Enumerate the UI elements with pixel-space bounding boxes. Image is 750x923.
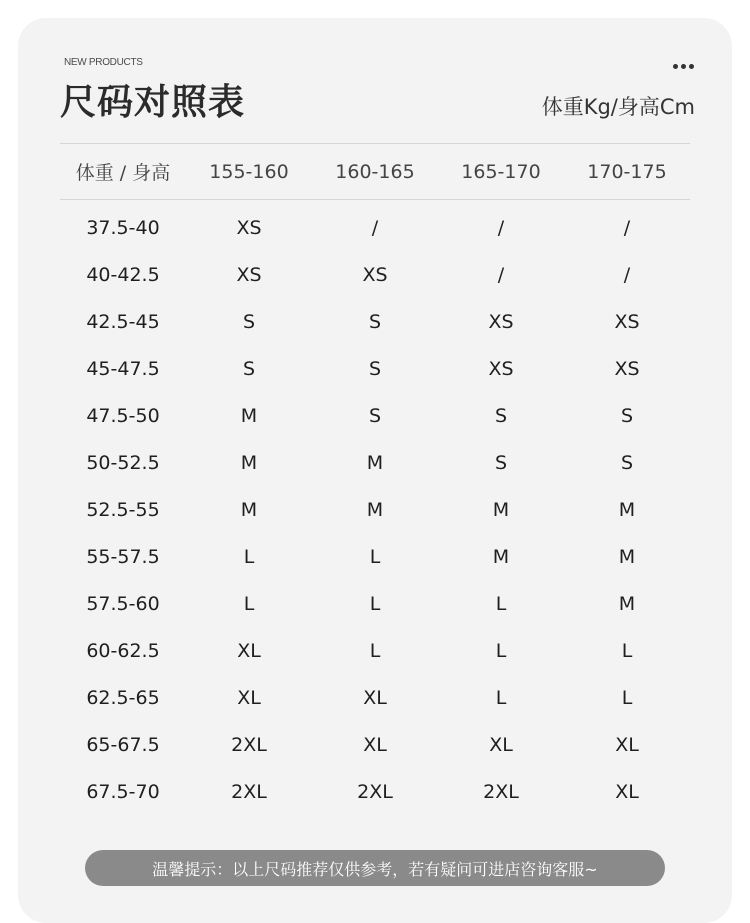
size-cell: M (240, 451, 258, 474)
size-cell: 2XL (357, 780, 393, 803)
size-cell: S (368, 404, 382, 427)
header-cell: 165-170 (461, 160, 541, 183)
dot (681, 64, 686, 69)
size-chart-card (18, 18, 732, 923)
unit-label: 体重Kg/身高Cm (541, 95, 695, 119)
weight-cell: 50-52.5 (86, 451, 160, 474)
size-cell: XS (236, 263, 262, 286)
table-row (60, 580, 690, 627)
size-cell: L (495, 639, 507, 662)
size-cell: 2XL (231, 780, 267, 803)
table-row (60, 674, 690, 721)
weight-cell: 65-67.5 (86, 733, 160, 756)
dot (673, 64, 678, 69)
size-cell: XL (363, 733, 387, 756)
size-cell: L (495, 592, 507, 615)
eyebrow-label: NEW PRODUCTS (64, 57, 143, 68)
header-cell: 160-165 (335, 160, 415, 183)
table-row (60, 204, 690, 251)
size-cell: L (369, 592, 381, 615)
size-cell: L (621, 639, 633, 662)
size-cell: / (497, 216, 505, 239)
weight-cell: 37.5-40 (86, 216, 160, 239)
size-cell: S (620, 451, 634, 474)
table-body (60, 204, 690, 815)
size-cell: XS (488, 357, 514, 380)
size-cell: XL (237, 686, 261, 709)
weight-cell: 60-62.5 (86, 639, 160, 662)
size-cell: M (492, 498, 510, 521)
size-cell: XS (236, 216, 262, 239)
size-cell: L (369, 639, 381, 662)
weight-cell: 47.5-50 (86, 404, 160, 427)
size-cell: XL (615, 780, 639, 803)
header-cell: 155-160 (209, 160, 289, 183)
size-cell: XL (237, 639, 261, 662)
weight-cell: 62.5-65 (86, 686, 160, 709)
size-cell: / (371, 216, 379, 239)
size-cell: XS (488, 310, 514, 333)
size-cell: XL (363, 686, 387, 709)
size-cell: XL (615, 733, 639, 756)
more-dots-icon[interactable] (673, 64, 694, 69)
table-row (60, 345, 690, 392)
size-cell: XS (362, 263, 388, 286)
size-cell: M (492, 545, 510, 568)
header-cell: 170-175 (587, 160, 667, 183)
dot (689, 64, 694, 69)
table-row (60, 768, 690, 815)
weight-cell: 42.5-45 (86, 310, 160, 333)
size-cell: S (494, 451, 508, 474)
size-cell: / (623, 216, 631, 239)
weight-cell: 57.5-60 (86, 592, 160, 615)
table-row (60, 392, 690, 439)
size-cell: M (618, 545, 636, 568)
page-title: 尺码对照表 (60, 82, 246, 123)
size-cell: 2XL (231, 733, 267, 756)
size-cell: S (368, 310, 382, 333)
header-cell: 体重 / 身高 (75, 162, 171, 184)
size-cell: M (240, 404, 258, 427)
tip-banner: 温馨提示：以上尺码推荐仅供参考，若有疑问可进店咨询客服~ (85, 850, 665, 886)
divider-header (60, 199, 690, 200)
table-row (60, 627, 690, 674)
size-cell: S (620, 404, 634, 427)
weight-cell: 45-47.5 (86, 357, 160, 380)
size-cell: S (494, 404, 508, 427)
size-cell: S (242, 357, 256, 380)
size-cell: L (243, 592, 255, 615)
size-cell: M (240, 498, 258, 521)
size-cell: M (366, 451, 384, 474)
table-header (60, 144, 690, 199)
table-row (60, 298, 690, 345)
size-cell: L (243, 545, 255, 568)
table-row (60, 439, 690, 486)
size-cell: M (618, 592, 636, 615)
size-cell: / (497, 263, 505, 286)
size-cell: XS (614, 310, 640, 333)
size-cell: / (623, 263, 631, 286)
weight-cell: 40-42.5 (86, 263, 160, 286)
table-row (60, 486, 690, 533)
size-cell: XS (614, 357, 640, 380)
weight-cell: 55-57.5 (86, 545, 160, 568)
table-row (60, 721, 690, 768)
size-cell: L (495, 686, 507, 709)
size-cell: L (621, 686, 633, 709)
size-cell: XL (489, 733, 513, 756)
table-row (60, 533, 690, 580)
size-cell: S (242, 310, 256, 333)
size-cell: L (369, 545, 381, 568)
weight-cell: 52.5-55 (86, 498, 160, 521)
table-row (60, 251, 690, 298)
size-cell: 2XL (483, 780, 519, 803)
size-cell: S (368, 357, 382, 380)
size-cell: M (618, 498, 636, 521)
size-cell: M (366, 498, 384, 521)
weight-cell: 67.5-70 (86, 780, 160, 803)
